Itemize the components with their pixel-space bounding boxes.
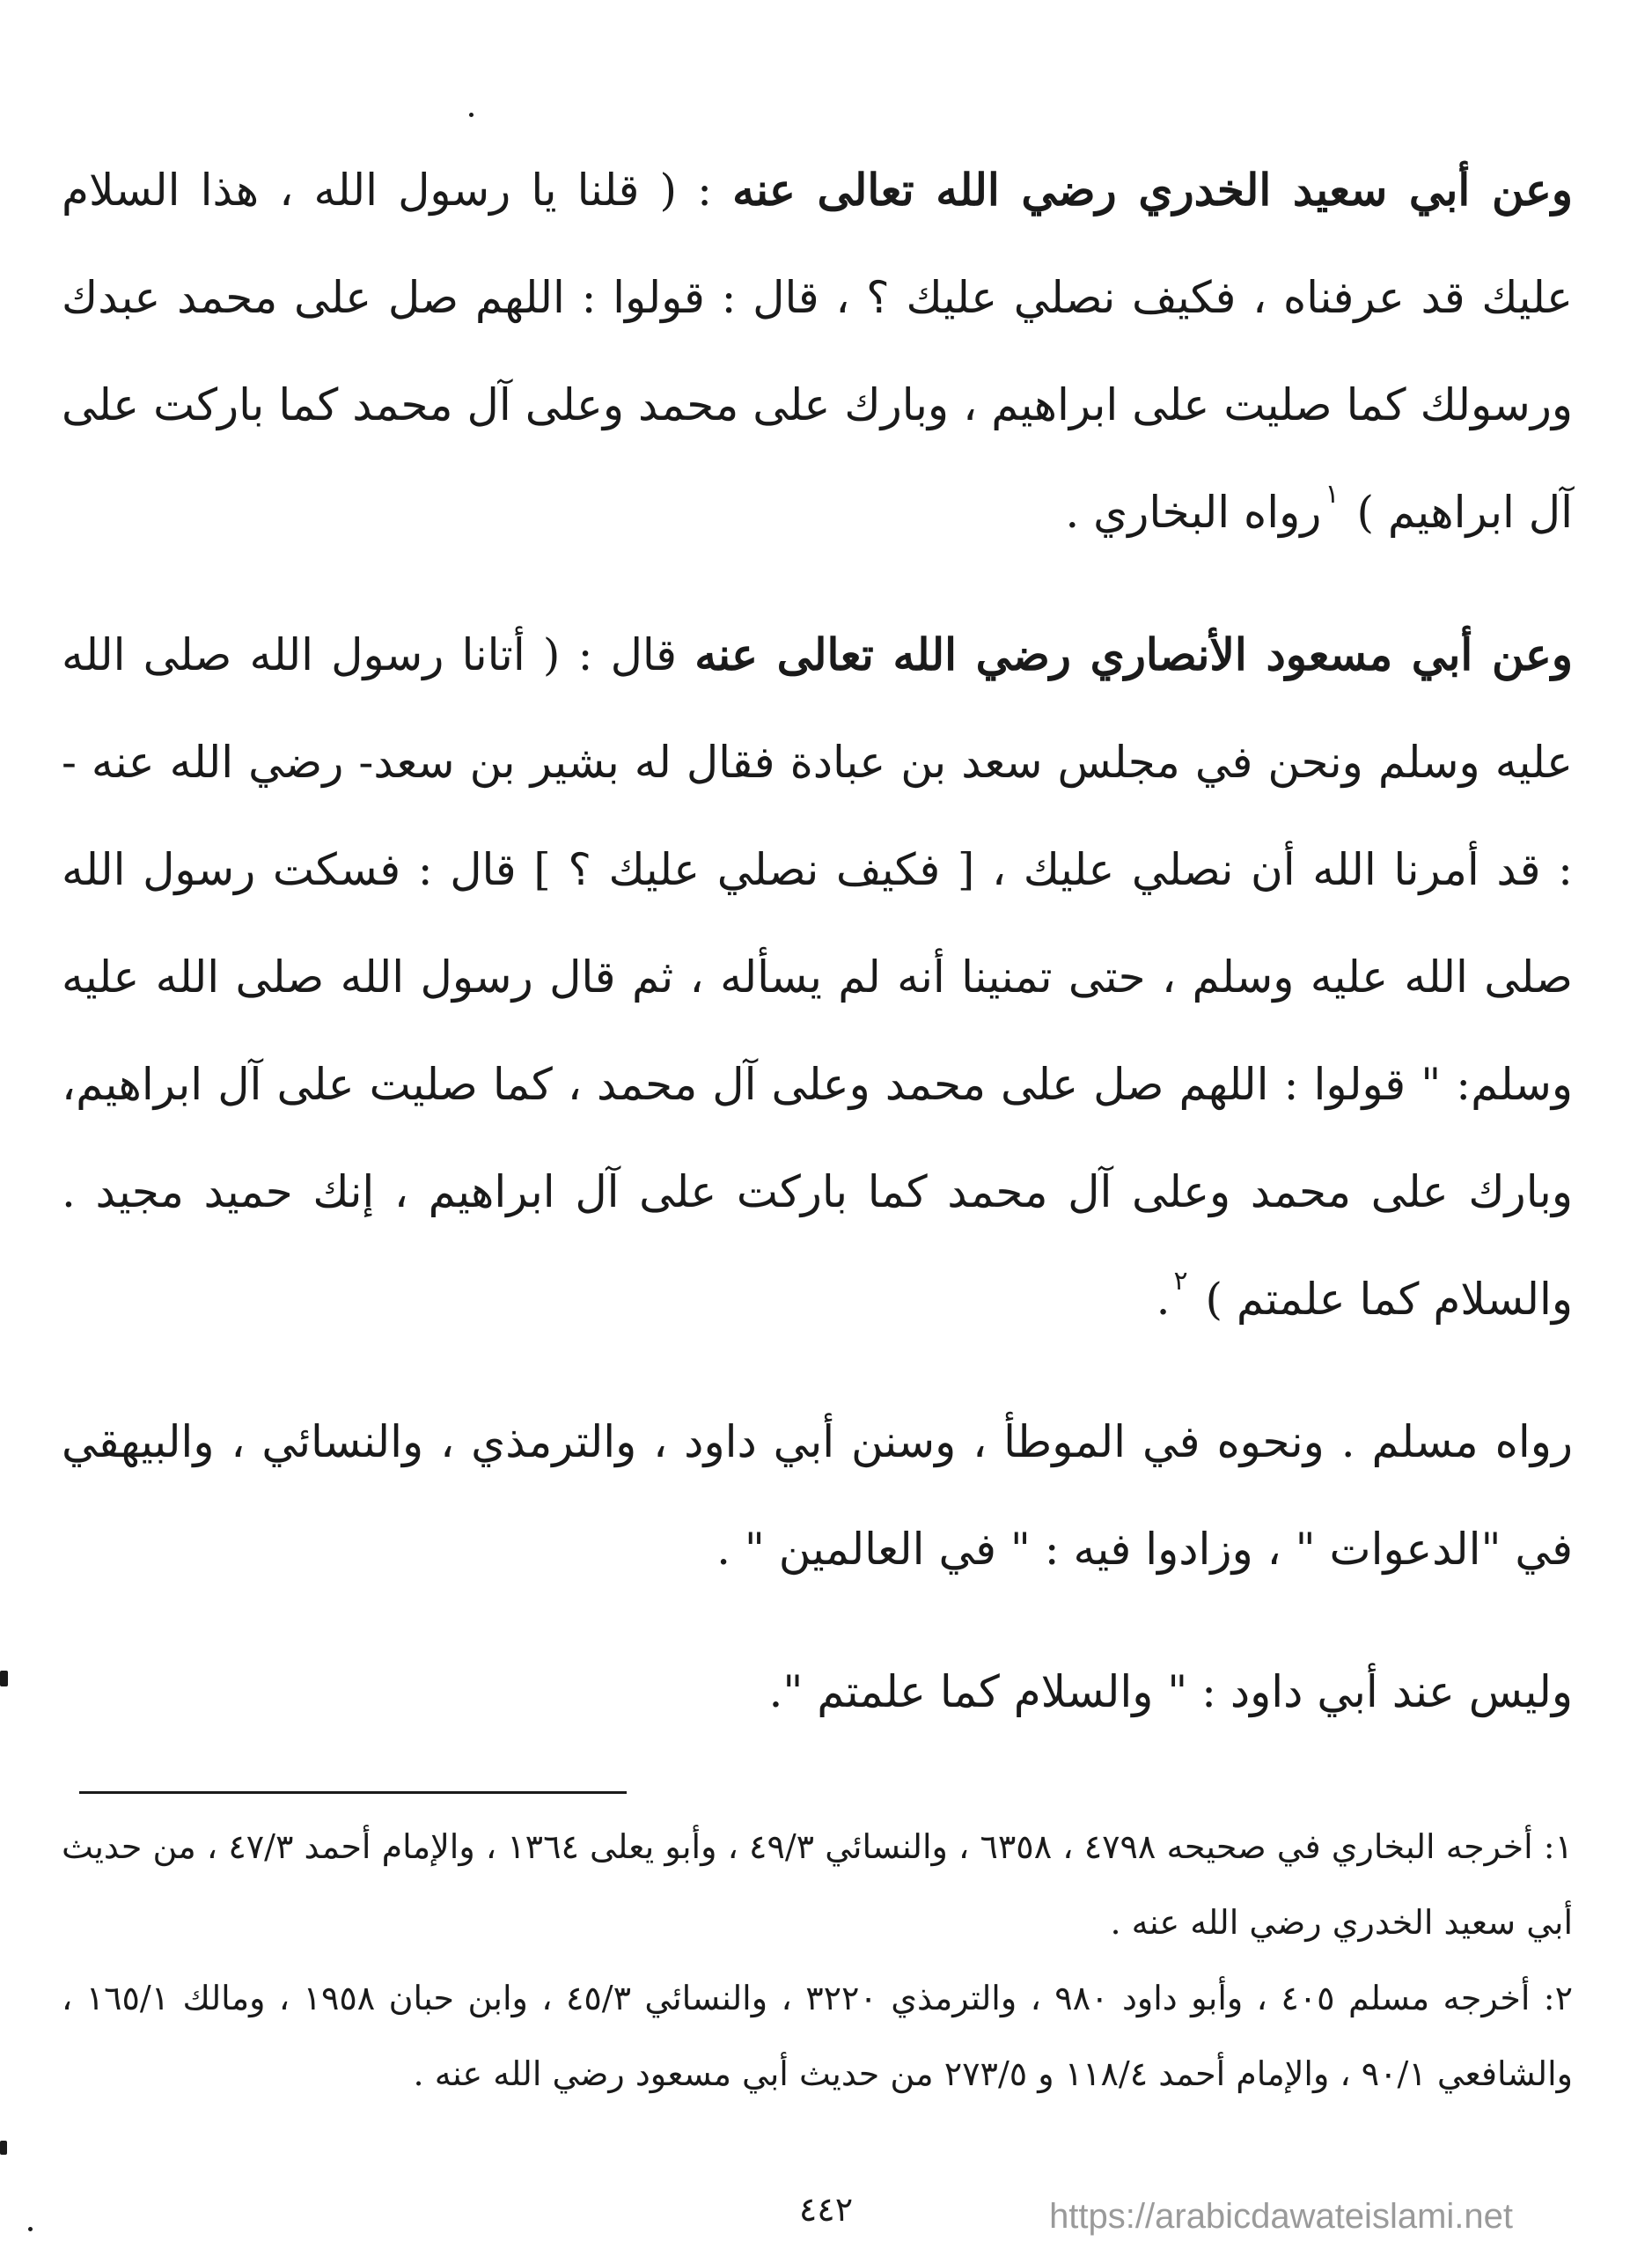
footnote-1: ١: أخرجه البخاري في صحيحه ٤٧٩٨ ، ٦٣٥٨ ، والنسائي ٤٩/٣ ، وأبو يعلى ١٣٦٤ ، والإمام أحمد ٤٧/٣ ، من حديث أبي سعيد الخدري رضي الله عنه . — [62, 1827, 1574, 1942]
footnote-divider — [79, 1791, 627, 1794]
paragraph-tail: . — [1156, 1274, 1171, 1325]
paragraph-muslim — [62, 1388, 1573, 1603]
paragraph-abu-masud — [62, 601, 1573, 1353]
scan-speck — [28, 2227, 33, 2231]
main-text — [62, 136, 1573, 1745]
paragraph-body: : ( قلنا يا رسول الله ، هذا السلام عليك قد عرفناه ، فكيف نصلي عليك ؟ ، قال : قولوا : اللهم صل على محمد عبدك ورسولك كما صليت على ابراهيم ، وبارك على محمد وعلى آل محمد كما باركت على آل ابراهيم ) — [62, 165, 1573, 538]
page-number: ٤٤٢ — [798, 2190, 854, 2229]
paragraph-body: وليس عند أبي داود : " والسلام كما علمتم ". — [768, 1666, 1573, 1717]
watermark-url: https://arabicdawateislami.net — [1049, 2197, 1513, 2236]
footnote-ref[interactable]: ٢ — [1173, 1266, 1188, 1297]
paragraph-abu-said — [62, 136, 1573, 566]
paragraph-lead: وعن أبي مسعود الأنصاري رضي الله تعالى عنه — [694, 628, 1573, 680]
paragraph-lead: وعن أبي سعيد الخدري رضي الله تعالى عنه — [732, 164, 1573, 216]
paragraph-tail: رواه البخاري . — [1065, 487, 1322, 538]
paragraph-body: رواه مسلم . ونحوه في الموطأ ، وسنن أبي داود ، والترمذي ، والنسائي ، والبيهقي في "الدعوات " ، وزادوا فيه : " في العالمين " . — [62, 1416, 1573, 1575]
paragraph-abu-dawud — [62, 1638, 1573, 1745]
paragraph-body: قال : ( أتانا رسول الله صلى الله عليه وسلم ونحن في مجلس سعد بن عبادة فقال له بشير بن سعد- رضي الله عنه - : قد أمرنا الله أن نصلي عليك ، [ فكيف نصلي عليك ؟ ] قال : فسكت رسول الله صلى الله عليه وسلم ، حتى تمنينا أنه لم يسأله ، ثم قال رسول الله صلى الله عليه وسلم: " قولوا : اللهم صل على محمد وعلى آل محمد ، كما صليت على آل ابراهيم، وبارك على محمد وعلى آل محمد كما باركت على آل ابراهيم ، إنك حميد مجيد . والسلام كما علمتم ) — [62, 629, 1573, 1325]
scan-speck — [469, 113, 474, 117]
scan-speck — [0, 2141, 7, 2155]
footnotes — [62, 1809, 1573, 2112]
scan-speck — [0, 1671, 8, 1686]
footnote-2: ٢: أخرجه مسلم ٤٠٥ ، وأبو داود ٩٨٠ ، والترمذي ٣٢٢٠ ، والنسائي ٤٥/٣ ، وابن حبان ١٩٥٨ ، ومالك ١٦٥/١ ، والشافعي ٩٠/١ ، والإمام أحمد ١١٨/٤ و ٢٧٣/٥ من حديث أبي مسعود رضي الله عنه . — [62, 1979, 1574, 2093]
footnote-ref[interactable]: ١ — [1325, 479, 1340, 510]
